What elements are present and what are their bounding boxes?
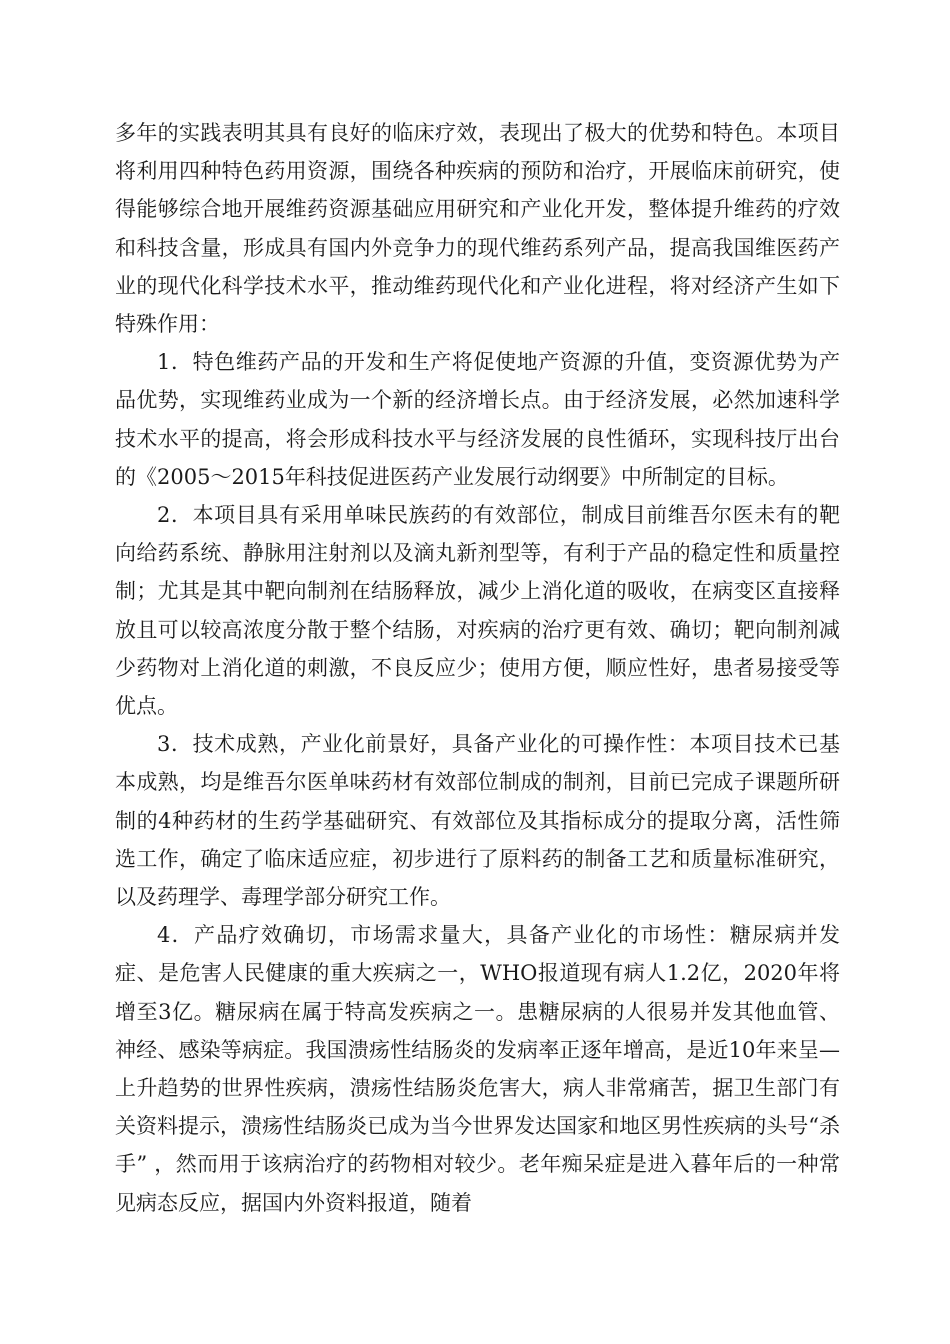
paragraph-point-3: 3．技术成熟，产业化前景好，具备产业化的可操作性：本项目技术已基本成熟，均是维吾尔医单味药材有效部位制成的制剂，目前已完成子课题所研制的4种药材的生药学基础研究、有效部位及其指标成分的提取分离，活性筛选工作，确定了临床适应症，初步进行了原料药的制备工艺和质量标准研究，以及药理学、毒理学部分研究工作。 — [115, 732, 840, 910]
paragraph-point-4: 4．产品疗效确切，市场需求量大，具备产业化的市场性：糖尿病并发症、是危害人民健康的重大疾病之一，WHO报道现有病人1.2亿，2020年将增至3亿。糖尿病在属于特高发疾病之一。患糖尿病的人很易并发其他血管、神经、感染等病症。我国溃疡性结肠炎的发病率正逐年增高，是近10年来呈—上升趋势的世界性疾病，溃疡性结肠炎危害大，病人非常痛苦，据卫生部门有关资料提示，溃疡性结肠炎已成为当今世界发达国家和地区男性疾病的头号“杀手” ，然而用于该病治疗的药物相对较少。老年痴呆症是进入暮年后的一种常见病态反应，据国内外资料报道，随着 — [115, 923, 840, 1215]
paragraph-point-1: 1．特色维药产品的开发和生产将促使地产资源的升值，变资源优势为产品优势，实现维药业成为一个新的经济增长点。由于经济发展，必然加速科学技术水平的提高，将会形成科技水平与经济发展的良性循环，实现科技厅出台的《2005～2015年科技促进医药产业发展行动纲要》中所制定的目标。 — [115, 350, 840, 489]
document-page — [115, 114, 840, 1222]
paragraph-intro: 多年的实践表明其具有良好的临床疗效，表现出了极大的优势和特色。本项目将利用四种特色药用资源，围绕各种疾病的预防和治疗，开展临床前研究，使得能够综合地开展维药资源基础应用研究和产业化开发，整体提升维药的疗效和科技含量，形成具有国内外竞争力的现代维药系列产品，提高我国维医药产业的现代化科学技术水平，推动维药现代化和产业化进程，将对经济产生如下特殊作用： — [115, 121, 840, 337]
paragraph-point-2: 2．本项目具有采用单味民族药的有效部位，制成目前维吾尔医未有的靶向给药系统、静脉用注射剂以及滴丸新剂型等，有利于产品的稳定性和质量控制；尤其是其中靶向制剂在结肠释放，减少上消化道的吸收，在病变区直接释放且可以较高浓度分散于整个结肠，对疾病的治疗更有效、确切；靶向制剂减少药物对上消化道的刺激，不良反应少；使用方便，顺应性好，患者易接受等优点。 — [115, 503, 840, 719]
